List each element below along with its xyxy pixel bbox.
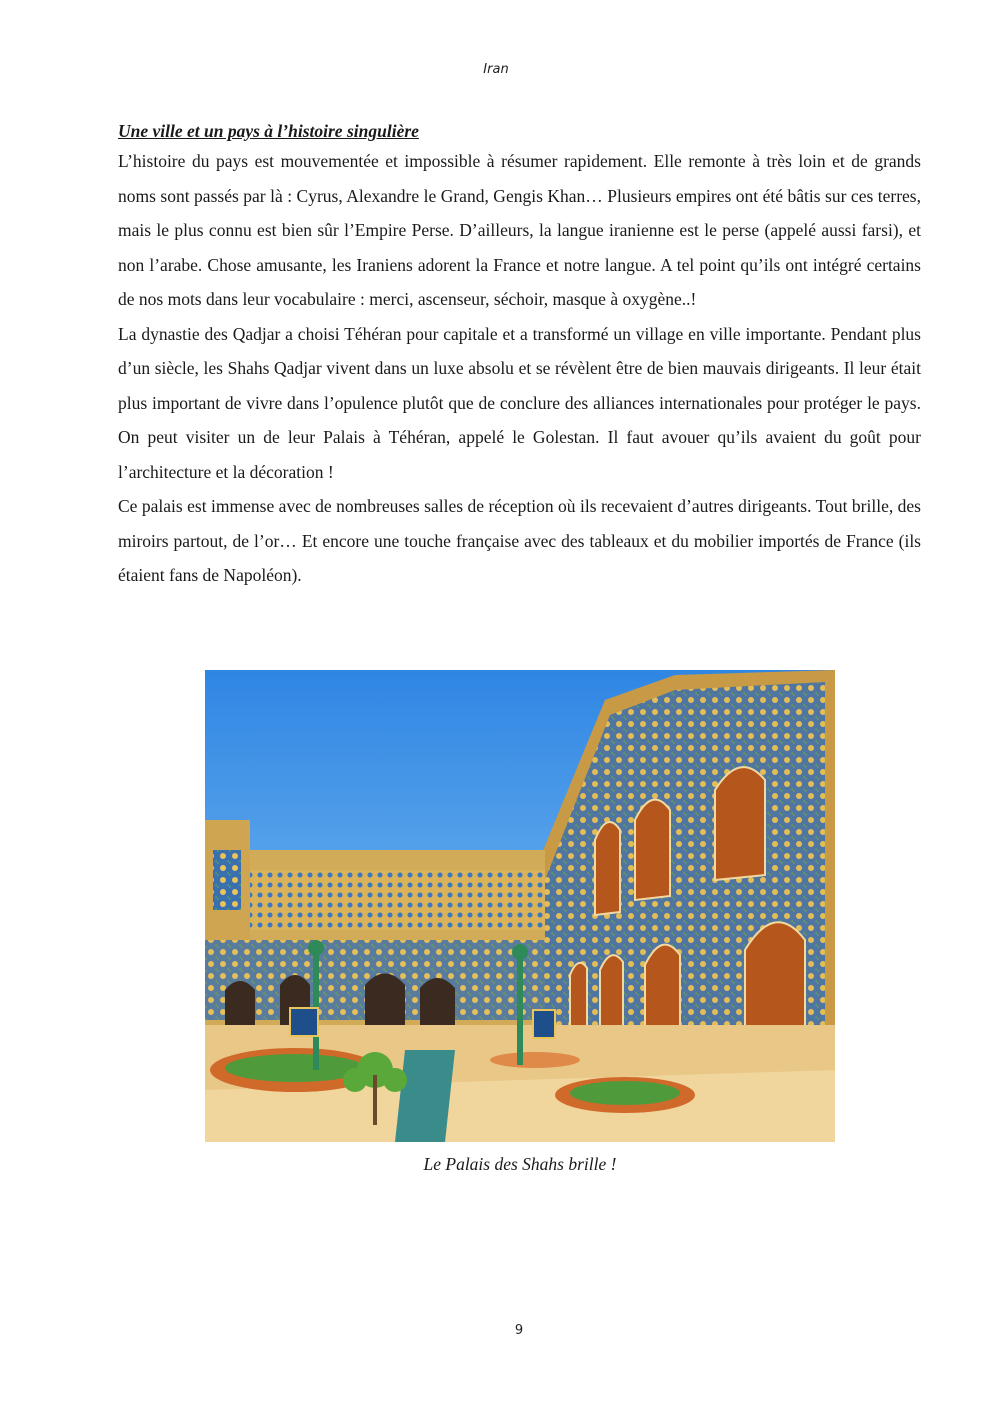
paragraph-qadjar: La dynastie des Qadjar a choisi Téhéran pour capitale et a transformé un village en ville importante. Pendant plus d’un siècle, les Shahs Qadjar vivent dans un luxe absolu et se révèlent être de bien mauvais dirigeants. Il leur était plus important de vivre dans l’opulence plutôt que de conclure des alliances internationales pour protéger le pays. On peut visiter un de leur Palais à Téhéran, appelé le Golestan. Il faut avouer qu’ils avaient du goût pour l’architecture et la décoration ! [118,323,921,482]
figure-caption: Le Palais des Shahs brille ! [423,1154,617,1174]
running-header: Iran [483,62,509,77]
section-title: Une ville et un pays à l’histoire singulière [118,121,419,141]
page-number: 9 [514,1323,524,1338]
paragraph-history: L’histoire du pays est mouvementée et impossible à résumer rapidement. Elle remonte à très loin et de grands noms sont passés par là : Cyrus, Alexandre le Grand, Gengis Khan… Plusieurs empires ont été bâtis sur ces terres, mais le plus connu est bien sûr l’Empire Perse. D’ailleurs, la langue iranienne est le perse (appelé aussi farsi), et non l’arabe. Chose amusante, les Iraniens adorent la France et notre langue. A tel point qu’ils ont intégré certains de nos mots dans leur vocabulaire : merci, ascenseur, séchoir, masque à oxygène..! [118,151,921,309]
golestan-palace-photo [205,670,835,1142]
main-content [118,118,921,593]
paragraph-palace: Ce palais est immense avec de nombreuses salles de réception où ils recevaient d’autres dirigeants. Tout brille, des miroirs partout, de l’or… Et encore une touche française avec des tableaux et du mobilier importés de France (ils étaient fans de Napoléon). [118,496,921,585]
